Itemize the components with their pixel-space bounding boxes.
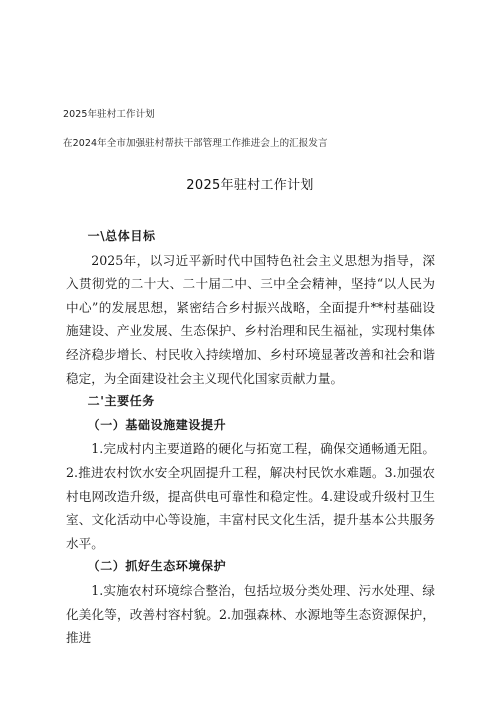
header-line-subtitle: 在2024年全市加强驻村帮扶干部管理工作推进会上的汇报发言 [63, 138, 328, 149]
section-heading-goal: 一\总体目标 [87, 229, 156, 243]
document-title: 2025年驻村工作计划 [186, 178, 314, 193]
subsection-heading-environment: （二）抓好生态环境保护 [87, 559, 227, 574]
paragraph-environment: 1.实施农村环境综合整治，包括垃圾分类处理、污水处理、绿化美化等，改善村容村貌。2.加强森林、水源地等生态资源保护，推进 [66, 582, 435, 646]
document-body [66, 225, 435, 650]
subsection-heading-infrastructure: （一）基础设施建设提升 [87, 417, 227, 432]
paragraph-infrastructure: 1.完成村内主要道路的硬化与拓宽工程，确保交通畅通无阻。2.推进农村饮水安全巩固提升工程，解决村民饮水难题。3.加强农村电网改造升级，提高供电可靠性和稳定性。4.建设或升级村卫生室、文化活动中心等设施，丰富村民文化生活，提升基本公共服务水平。 [66, 441, 435, 551]
section-heading-tasks: 二'主要任务 [87, 394, 155, 409]
header-line-title: 2025年驻村工作计划 [63, 109, 155, 120]
paragraph-goal: 2025年，以习近平新时代中国特色社会主义思想为指导，深入贯彻党的二十大、二十届二中、三中全会精神，坚持“以人民为中心”的发展思想，紧密结合乡村振兴战略，全面提升**村基础设施建设、产业发展、生态保护、乡村治理和民生福祉，实现村集体经济稳步增长、村民收入持续增加、乡村环境显著改善和社会和谐稳定，为全面建设社会主义现代化国家贡献力量。 [66, 252, 435, 386]
